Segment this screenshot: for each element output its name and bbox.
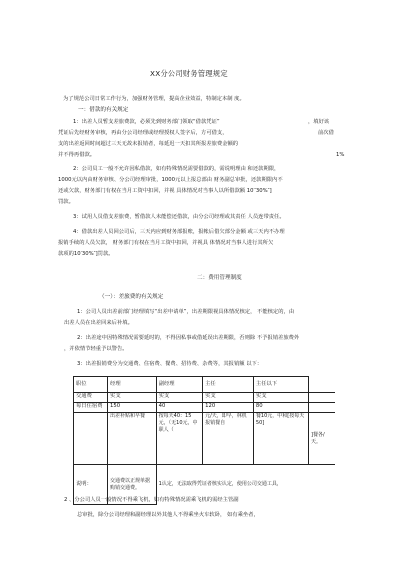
doc-title: XX分公司财务管理规定 [150,69,228,78]
s2-line-5: 3：出差报销费分为交通费、住宿费、餐费、招待费、杂费等，其报销额 以下： [77,361,263,367]
note-line-2: 购销交通费。 [110,484,141,491]
section2-subheading: （一）：差旅费的有关规定 [99,294,164,300]
note-line-1: 交通费以正规单据 [110,477,151,484]
s2-line-2: 出差人员在出差回来后补填。 [64,320,133,326]
note-label: 说明： [74,465,108,505]
expense-table [73,376,335,505]
s1-line-3b: 1% [336,152,345,158]
row-lodging-label: 每日住宿费 [74,403,108,413]
s1-line-12: 款项的10‵30%‶]罚款。 [58,251,114,257]
th-position: 职位 [74,377,108,393]
row-meal-note: ]餐各/天。 [309,413,336,465]
s3-line-1: 2 、分公司人员一般情况不得乘飞机，如有特殊情况需乘飞机的需经主管副 [64,497,239,503]
s1-line-5: 2：公司员工一般不允许因私借款，如有特殊情况需要借款的，需说明理由 和还款期限， [73,166,280,172]
row-meal-director: 元/天，即早，林机报销餐自 [203,413,254,465]
row-lodging-director: 120 [203,403,254,413]
s1-line-6: 1000元以内由财务审核、分公司经理审批，1000元以上报总部由 财务副总审批，还款期限内不 [58,177,283,183]
s1-line-1b: ，填好该 [308,119,330,125]
sub-transport: 交通费 [74,393,108,403]
s1-line-3: 支的出差返回时间超过三天无故未报销者，每延迟一天扣其所报差旅费金额的 [58,141,239,147]
th-below-director: 主任以下 [253,377,308,393]
sub-actual-3: 实支 [203,393,254,403]
s1-line-11: 报销手续的人员欠款， 财务部门有权在当月工资中扣回，并视具 体情况对当事人进行其所欠 [58,240,274,246]
sub-actual-2: 实支 [156,393,202,403]
s1-line-2: 凭证后先经财务审核，再由分公司经理或经理授权人签字后，方可借支， [58,130,228,136]
row-meal-label: 出差补贴和早餐 [108,413,157,465]
th-manager: 经理 [108,377,157,393]
s1-line-1: 1：出差人员暂支差旅费款，必须先到财务部门领取“借款凭证” [73,119,220,125]
section2-heading: 二：费用管理制度 [197,275,242,281]
row-meal-deputy: 按每天40：15元，（无10元，中职人（ [156,413,202,465]
row-meal-below: 餐10元，中和[按每天50] [253,413,308,465]
s2-line-4: ，并依情节轻重予以警告。 [64,346,128,352]
intro-text: 为了规范公司日常工作行为，加强财务管理，提高企业效益，特制定本制 度。 [63,96,245,102]
th-deputy-manager: 副经理 [156,377,202,393]
row-lodging-below: 80 [253,403,308,413]
s1-line-2b: 前次借 [318,130,334,136]
s2-line-3: 2：出差途中因特殊情况需要延时的，不得因私事或借延误出差期限，否则除 不予报销差旅费外 [77,335,300,341]
s3-line-2: 总审批，除分公司经理和副经理以外其他人不得乘坐火车软卧， 如有乘坐者， [77,512,259,518]
row-lodging-manager: 150 [108,403,157,413]
row-lodging-deputy: 40 [156,403,202,413]
sub-actual-4: 实支 [253,393,308,403]
s1-line-7: 还或欠款，财务部门有权在当月工资中扣回，并视 具体情况对当事人以所借款额 10‵‵30%‶] [58,188,272,194]
s1-line-4: 并不得再借款。 [58,152,96,158]
s1-line-9: 3：试用人员借支差旅费，暂借款人未能偿还借款，由分公司经理或其责任 人员连带责任。 [73,214,285,220]
sub-actual-1: 实支 [108,393,157,403]
s2-line-1: 1：公司人员出差前部门经理填写“出差申请单”，出差期限视具体情况核定， 不能核定的，由 [77,309,295,315]
th-director: 主任 [203,377,254,393]
s1-line-10: 4：借款出差人员回公司后，三天内应到财务部报账，报帐后借欠部分金额 或三天内不办理 [73,229,285,235]
section1-heading: 一：借款的有关规定 [78,107,129,113]
note-extra: 1认定，无法取得凭证者核实认定，使用公司交通工具， [156,465,335,505]
s1-line-8: 罚款。 [58,199,74,205]
